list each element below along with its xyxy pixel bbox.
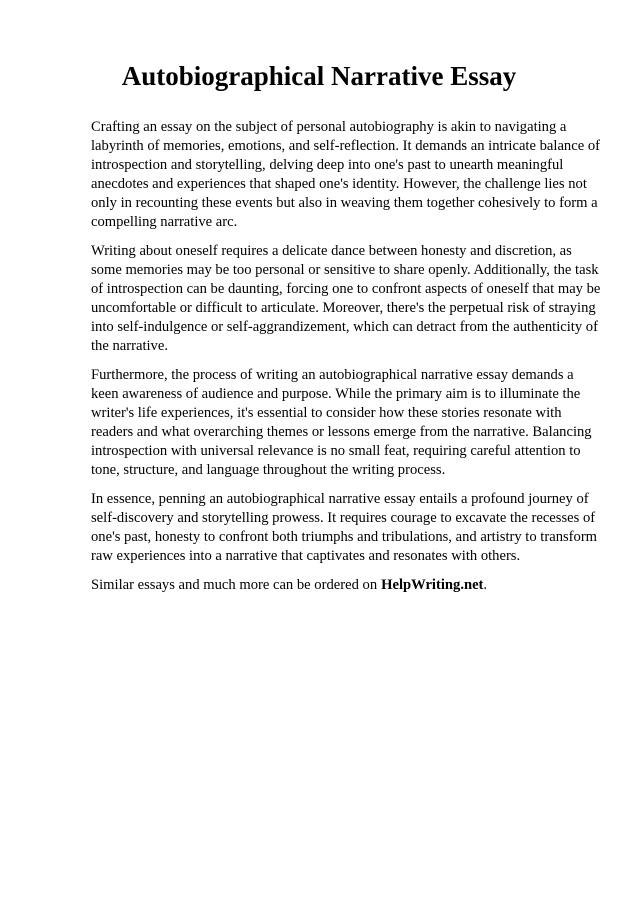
paragraph-4: In essence, penning an autobiographical narrative essay entails a profound journey of self-discovery and storytelling prowess. It requires courage to excavate the recesses of one's past, honesty to confront both triumphs and tribulations, and artistry to transform raw experiences into a narrative that captivates and resonates with others. (91, 491, 598, 564)
paragraph-1: Crafting an essay on the subject of personal autobiography is akin to navigating a labyrinth of memories, emotions, and self-reflection. It demands an intricate balance of introspection and storytelling, delving deep into one's past to unearth meaningful anecdotes and experiences that shaped one's identity. However, the challenge lies not only in recounting these events but also in weaving them together cohesively to form a compelling narrative arc. (91, 119, 600, 230)
document-title: Autobiographical Narrative Essay (121, 61, 517, 91)
paragraph-2: Writing about oneself requires a delicate dance between honesty and discretion, as some memories may be too personal or sensitive to share openly. Additionally, the task of introspection can be daunting, forcing one to confront aspects of oneself that may be uncomfortable or difficult to articulate. Moreover, there's the perpetual risk of straying into self-indulgence or self-aggrandizement, which can detract from the authenticity of the narrative. (91, 243, 601, 354)
footer-prefix: Similar essays and much more can be ordered on (91, 577, 378, 593)
document-body (91, 118, 601, 595)
paragraph-3: Furthermore, the process of writing an autobiographical narrative essay demands a keen awareness of audience and purpose. While the primary aim is to illuminate the writer's life experiences, it's essential to consider how these stories resonate with readers and what overarching themes or lessons emerge from the narrative. Balancing introspection with universal relevance is no small feat, requiring careful attention to tone, structure, and language throughout the writing process. (91, 367, 592, 478)
helpwriting-link[interactable]: HelpWriting.net (381, 577, 484, 593)
footer-suffix: . (483, 577, 488, 593)
footer-line (91, 576, 601, 595)
